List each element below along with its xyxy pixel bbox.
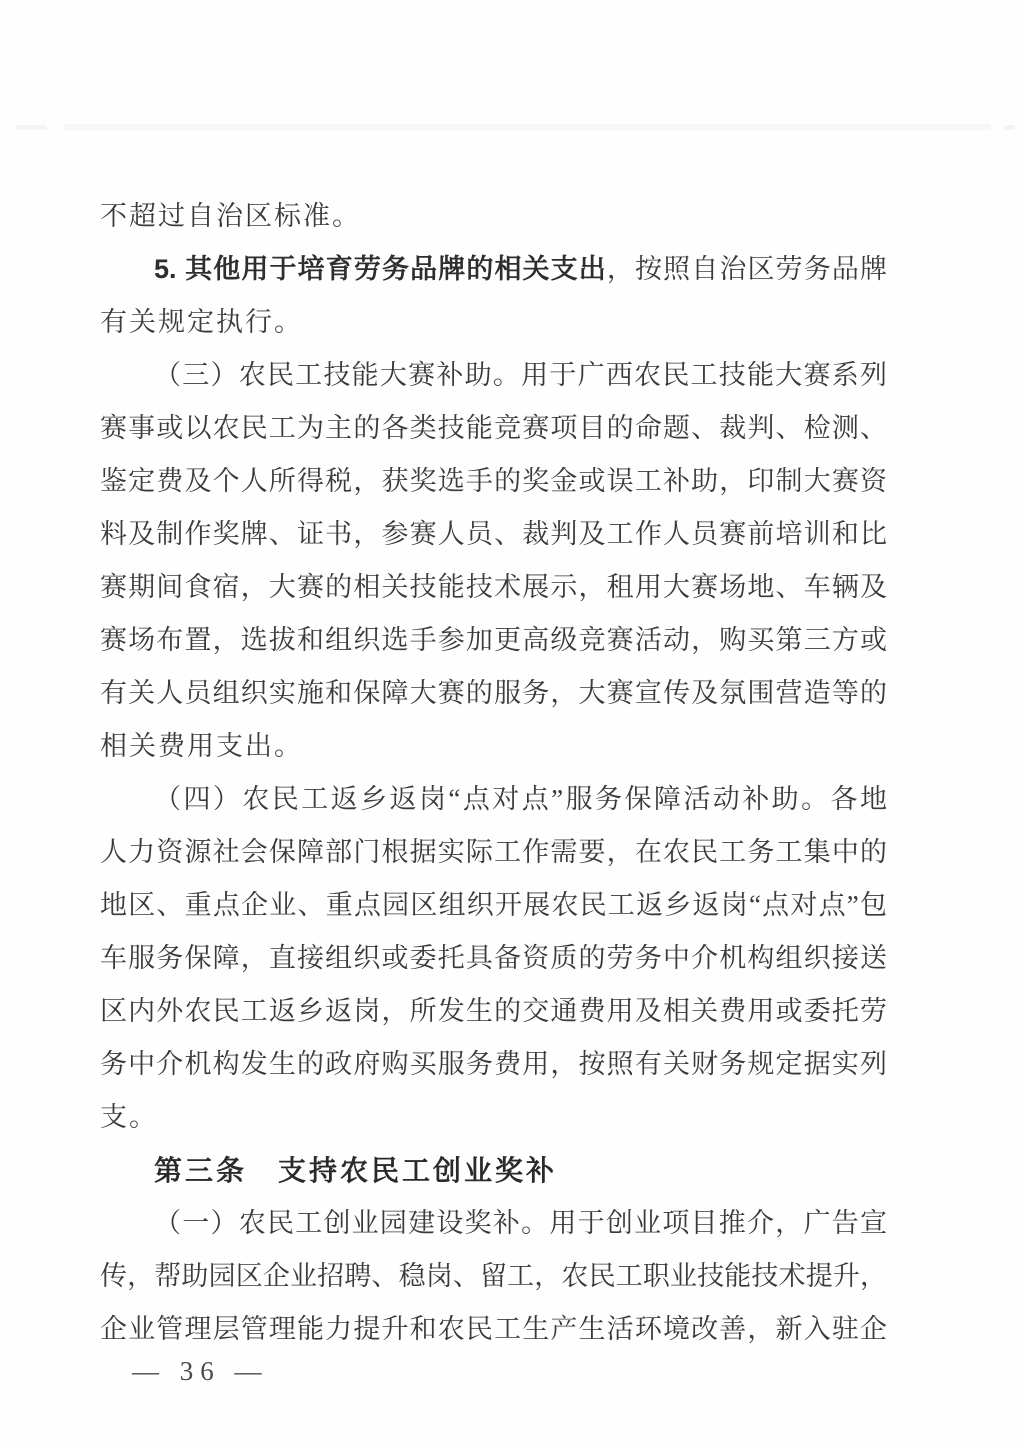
body-text-line: （三）农民工技能大赛补助。用于广西农民工技能大赛系列 — [154, 360, 887, 390]
body-text-line: 区内外农民工返乡返岗，所发生的交通费用及相关费用或委托劳 — [100, 996, 887, 1026]
document-body — [100, 190, 887, 1356]
body-text-line: 有关规定执行。 — [100, 307, 303, 337]
body-text-line: 有关人员组织实施和保障大赛的服务，大赛宣传及氛围营造等的 — [100, 678, 887, 708]
body-text-line: 支。 — [100, 1102, 158, 1132]
body-text-line: （一）农民工创业园建设奖补。用于创业项目推介，广告宣 — [154, 1208, 887, 1238]
body-text-line: 赛期间食宿，大赛的相关技能技术展示，租用大赛场地、车辆及 — [100, 572, 887, 602]
body-text-line: 不超过自治区标准。 — [100, 201, 361, 231]
scan-artifact — [16, 125, 47, 130]
body-text-segment: ，按照自治区劳务品牌 — [606, 254, 887, 284]
body-text-line: 赛事或以农民工为主的各类技能竞赛项目的命题、裁判、检测、 — [100, 413, 887, 443]
body-text-line: 务中介机构发生的政府购买服务费用，按照有关财务规定据实列 — [100, 1049, 887, 1079]
body-text-line: 相关费用支出。 — [100, 731, 303, 761]
body-text-line: 传，帮助园区企业招聘、稳岗、留工，农民工职业技能技术提升， — [100, 1261, 887, 1291]
body-text-line: （四）农民工返乡返岗“点对点”服务保障活动补助。各地 — [154, 784, 887, 814]
scan-artifact — [63, 124, 991, 130]
body-text-line — [100, 243, 887, 296]
body-text-line: 企业管理层管理能力提升和农民工生产生活环境改善，新入驻企 — [100, 1314, 887, 1344]
body-text-line: 料及制作奖牌、证书，参赛人员、裁判及工作人员赛前培训和比 — [100, 519, 887, 549]
body-text-line: 赛场布置，选拔和组织选手参加更高级竞赛活动，购买第三方或 — [100, 625, 887, 655]
body-text-line: 人力资源社会保障部门根据实际工作需要，在农民工务工集中的 — [100, 837, 887, 867]
section-heading: 第三条 支持农民工创业奖补 — [154, 1155, 558, 1186]
scan-artifact — [1004, 125, 1015, 130]
bold-item-label: 5. 其他用于培育劳务品牌的相关支出 — [154, 254, 607, 284]
page-number: — 36 — — [132, 1356, 269, 1386]
body-text-line: 车服务保障，直接组织或委托具备资质的劳务中介机构组织接送 — [100, 943, 887, 973]
body-text-line: 地区、重点企业、重点园区组织开展农民工返乡返岗“点对点”包 — [100, 890, 887, 920]
body-text-line: 鉴定费及个人所得税，获奖选手的奖金或误工补助，印制大赛资 — [100, 466, 887, 496]
